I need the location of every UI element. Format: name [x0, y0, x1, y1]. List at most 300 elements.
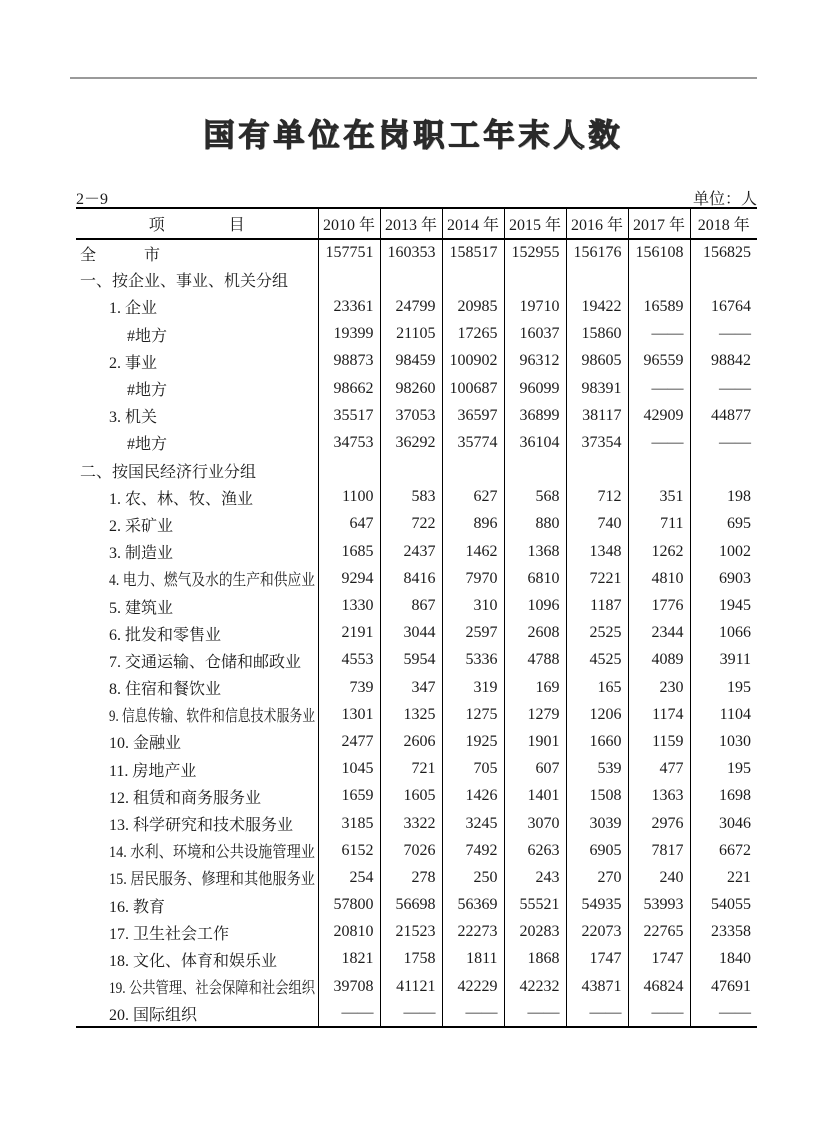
- value-cell: 20985: [442, 293, 504, 320]
- value-cell: 7221: [566, 565, 628, 592]
- table-body: [76, 239, 757, 1027]
- row-label: 9. 信息传输、软件和信息技术服务业: [109, 708, 316, 726]
- table-row: [76, 375, 757, 402]
- value-cell: 351: [628, 484, 690, 511]
- value-cell: 4525: [566, 647, 628, 674]
- value-cell: 1945: [719, 597, 751, 615]
- value-cell: 42229: [442, 973, 504, 1000]
- year-column-header: 2010 年: [318, 208, 380, 239]
- value-cell: 19422: [566, 293, 628, 320]
- row-label-cell: [76, 728, 318, 755]
- table-row: [76, 674, 757, 701]
- value-cell: 1840: [719, 950, 751, 968]
- value-cell: 230: [628, 674, 690, 701]
- value-cell: 2437: [380, 538, 442, 565]
- value-cell: 16764: [711, 297, 751, 315]
- value-cell: 1206: [566, 701, 628, 728]
- row-label: 13. 科学研究和技术服务业: [109, 817, 294, 835]
- value-cell: 22073: [566, 919, 628, 946]
- row-label-cell: [76, 864, 318, 891]
- row-label-cell: [76, 484, 318, 511]
- value-cell: [504, 266, 566, 293]
- value-cell: [504, 457, 566, 484]
- value-cell: 270: [566, 864, 628, 891]
- value-cell: 695: [727, 515, 751, 533]
- value-cell: 2344: [628, 620, 690, 647]
- value-cell: ——: [628, 375, 690, 402]
- row-label-cell: [76, 892, 318, 919]
- value-cell: 740: [566, 511, 628, 538]
- unit-label: 单位：人: [692, 191, 757, 208]
- item-column-header: 项 目: [76, 208, 318, 239]
- row-label: 1. 企业: [109, 300, 158, 318]
- value-cell: 1685: [318, 538, 380, 565]
- value-cell: 3046: [719, 814, 751, 832]
- table-row: [76, 511, 757, 538]
- value-cell: 4553: [318, 647, 380, 674]
- value-cell: 2976: [628, 810, 690, 837]
- row-label-cell: [76, 701, 318, 728]
- value-cell: ——: [628, 321, 690, 348]
- value-cell: 39708: [318, 973, 380, 1000]
- value-cell: 47691: [711, 977, 751, 995]
- value-cell: 100902: [442, 348, 504, 375]
- value-cell: 1330: [318, 592, 380, 619]
- table-row: [76, 1000, 757, 1027]
- value-cell: 158517: [442, 239, 504, 266]
- value-cell: [566, 457, 628, 484]
- row-label-cell: [76, 1000, 318, 1027]
- value-cell: 7492: [442, 837, 504, 864]
- value-cell: 21523: [380, 919, 442, 946]
- value-cell: 1174: [628, 701, 690, 728]
- value-cell: 1045: [318, 756, 380, 783]
- value-cell: 705: [442, 756, 504, 783]
- table-row: [76, 973, 757, 1000]
- value-cell: 96312: [504, 348, 566, 375]
- row-label: 全 市: [80, 246, 161, 264]
- value-cell: 1104: [719, 705, 751, 723]
- value-cell: 152955: [504, 239, 566, 266]
- row-label: 2. 事业: [109, 354, 158, 372]
- row-label-cell: [76, 321, 318, 348]
- value-cell: 4788: [504, 647, 566, 674]
- value-cell: 3044: [380, 620, 442, 647]
- value-cell: 20283: [504, 919, 566, 946]
- value-cell: [442, 266, 504, 293]
- value-cell: ——: [442, 1000, 504, 1027]
- row-label: 14. 水利、环境和公共设施管理业: [109, 844, 316, 862]
- value-cell: 607: [504, 756, 566, 783]
- value-cell: 1747: [566, 946, 628, 973]
- value-cell: 1363: [628, 783, 690, 810]
- year-column-header: 2016 年: [566, 208, 628, 239]
- value-cell: 165: [566, 674, 628, 701]
- value-cell: 722: [380, 511, 442, 538]
- row-label: 一、按企业、事业、机关分组: [80, 273, 289, 291]
- value-cell: [690, 457, 757, 484]
- row-label: 1. 农、林、牧、渔业: [109, 490, 254, 508]
- value-cell: 1660: [566, 728, 628, 755]
- row-label-cell: [76, 538, 318, 565]
- value-cell: 1868: [504, 946, 566, 973]
- value-cell: 1698: [719, 787, 751, 805]
- table-row: [76, 783, 757, 810]
- table-row: [76, 429, 757, 456]
- value-cell: 712: [566, 484, 628, 511]
- value-cell: ——: [719, 379, 751, 397]
- value-cell: [566, 266, 628, 293]
- value-cell: 1758: [380, 946, 442, 973]
- value-cell: 6672: [719, 841, 751, 859]
- value-cell: 1901: [504, 728, 566, 755]
- value-cell: 7026: [380, 837, 442, 864]
- row-label: 11. 房地产业: [109, 762, 197, 780]
- row-label: 3. 制造业: [109, 545, 174, 563]
- value-cell: 23358: [711, 923, 751, 941]
- value-cell: 6263: [504, 837, 566, 864]
- row-label-cell: [76, 511, 318, 538]
- value-cell: 156176: [566, 239, 628, 266]
- row-label-cell: [76, 810, 318, 837]
- page-title: 国有单位在岗职工年末人数: [203, 118, 624, 153]
- value-cell: 1401: [504, 783, 566, 810]
- value-cell: [318, 266, 380, 293]
- value-cell: 1066: [719, 624, 751, 642]
- value-cell: 1030: [719, 732, 751, 750]
- value-cell: 53993: [628, 892, 690, 919]
- value-cell: 100687: [442, 375, 504, 402]
- value-cell: 7970: [442, 565, 504, 592]
- value-cell: 1096: [504, 592, 566, 619]
- value-cell: 156108: [628, 239, 690, 266]
- row-label: #地方: [127, 436, 168, 454]
- value-cell: 36292: [380, 429, 442, 456]
- value-cell: 160353: [380, 239, 442, 266]
- table-row: [76, 592, 757, 619]
- value-cell: 1747: [628, 946, 690, 973]
- value-cell: 15860: [566, 321, 628, 348]
- value-cell: 6903: [719, 569, 751, 587]
- value-cell: 1462: [442, 538, 504, 565]
- row-label: 5. 建筑业: [109, 599, 174, 617]
- value-cell: 1301: [318, 701, 380, 728]
- table-row: [76, 239, 757, 266]
- table-row: [76, 538, 757, 565]
- table-row: [76, 293, 757, 320]
- value-cell: 221: [727, 868, 751, 886]
- value-cell: 23361: [318, 293, 380, 320]
- row-label-cell: [76, 266, 318, 293]
- row-label: 二、按国民经济行业分组: [80, 463, 257, 481]
- value-cell: 98842: [711, 352, 751, 370]
- table-row: [76, 919, 757, 946]
- value-cell: 37053: [380, 402, 442, 429]
- row-label: 12. 租赁和商务服务业: [109, 789, 262, 807]
- value-cell: 46824: [628, 973, 690, 1000]
- table-row: [76, 864, 757, 891]
- value-cell: 54935: [566, 892, 628, 919]
- value-cell: 6810: [504, 565, 566, 592]
- value-cell: 98260: [380, 375, 442, 402]
- value-cell: ——: [719, 1004, 751, 1022]
- row-label-cell: [76, 647, 318, 674]
- value-cell: 1776: [628, 592, 690, 619]
- value-cell: 2597: [442, 620, 504, 647]
- value-cell: 38117: [566, 402, 628, 429]
- value-cell: [318, 457, 380, 484]
- value-cell: ——: [628, 1000, 690, 1027]
- year-column-header: 2013 年: [380, 208, 442, 239]
- table-row: [76, 620, 757, 647]
- year-column-header: 2018 年: [697, 217, 750, 234]
- value-cell: 627: [442, 484, 504, 511]
- row-label-cell: [76, 565, 318, 592]
- value-cell: 310: [442, 592, 504, 619]
- value-cell: 22765: [628, 919, 690, 946]
- value-cell: ——: [719, 433, 751, 451]
- value-cell: 1325: [380, 701, 442, 728]
- top-divider-rule: [70, 77, 757, 79]
- value-cell: 880: [504, 511, 566, 538]
- table-row: [76, 484, 757, 511]
- value-cell: 98459: [380, 348, 442, 375]
- row-label: 6. 批发和零售业: [109, 626, 222, 644]
- value-cell: 96099: [504, 375, 566, 402]
- value-cell: 347: [380, 674, 442, 701]
- value-cell: 54055: [711, 896, 751, 914]
- value-cell: 739: [318, 674, 380, 701]
- row-label-cell: [76, 973, 318, 1000]
- row-label: 20. 国际组织: [109, 1006, 198, 1024]
- value-cell: ——: [566, 1000, 628, 1027]
- table-row: [76, 946, 757, 973]
- row-label: 7. 交通运输、仓储和邮政业: [109, 653, 302, 671]
- value-cell: [442, 457, 504, 484]
- value-cell: 278: [380, 864, 442, 891]
- value-cell: 583: [380, 484, 442, 511]
- value-cell: ——: [380, 1000, 442, 1027]
- year-column-header: 2014 年: [442, 208, 504, 239]
- value-cell: 16589: [628, 293, 690, 320]
- value-cell: 4810: [628, 565, 690, 592]
- table-row: [76, 321, 757, 348]
- value-cell: 36104: [504, 429, 566, 456]
- table-row: [76, 402, 757, 429]
- value-cell: [628, 457, 690, 484]
- value-cell: 5954: [380, 647, 442, 674]
- value-cell: 1159: [628, 728, 690, 755]
- row-label-cell: [76, 837, 318, 864]
- value-cell: [380, 266, 442, 293]
- row-label: 4. 电力、燃气及水的生产和供应业: [109, 572, 315, 590]
- value-cell: 2191: [318, 620, 380, 647]
- table-row: [76, 810, 757, 837]
- row-label-cell: [76, 756, 318, 783]
- value-cell: 9294: [318, 565, 380, 592]
- value-cell: 17265: [442, 321, 504, 348]
- value-cell: 1002: [719, 542, 751, 560]
- row-label: 2. 采矿业: [109, 517, 174, 535]
- row-label-cell: [76, 402, 318, 429]
- value-cell: 647: [318, 511, 380, 538]
- value-cell: 169: [504, 674, 566, 701]
- value-cell: [628, 266, 690, 293]
- value-cell: 477: [628, 756, 690, 783]
- table-row: [76, 892, 757, 919]
- value-cell: 19710: [504, 293, 566, 320]
- value-cell: 35517: [318, 402, 380, 429]
- value-cell: 254: [318, 864, 380, 891]
- table-meta-row: [76, 186, 757, 209]
- value-cell: 2477: [318, 728, 380, 755]
- row-label: #地方: [127, 382, 168, 400]
- row-label-cell: [76, 348, 318, 375]
- row-label-cell: [76, 592, 318, 619]
- value-cell: 243: [504, 864, 566, 891]
- value-cell: 5336: [442, 647, 504, 674]
- table-row: [76, 756, 757, 783]
- value-cell: 2608: [504, 620, 566, 647]
- value-cell: 36597: [442, 402, 504, 429]
- value-cell: 3322: [380, 810, 442, 837]
- value-cell: ——: [318, 1000, 380, 1027]
- value-cell: 1811: [442, 946, 504, 973]
- table-row: [76, 457, 757, 484]
- value-cell: 8416: [380, 565, 442, 592]
- row-label-cell: [76, 946, 318, 973]
- value-cell: 22273: [442, 919, 504, 946]
- value-cell: 16037: [504, 321, 566, 348]
- value-cell: 1368: [504, 538, 566, 565]
- value-cell: 19399: [318, 321, 380, 348]
- value-cell: 157751: [318, 239, 380, 266]
- value-cell: ——: [719, 325, 751, 343]
- value-cell: 20810: [318, 919, 380, 946]
- row-label-cell: [76, 620, 318, 647]
- value-cell: 1426: [442, 783, 504, 810]
- value-cell: 568: [504, 484, 566, 511]
- value-cell: 42232: [504, 973, 566, 1000]
- value-cell: ——: [628, 429, 690, 456]
- year-column-header: 2015 年: [504, 208, 566, 239]
- value-cell: 98662: [318, 375, 380, 402]
- value-cell: 1187: [566, 592, 628, 619]
- value-cell: 1605: [380, 783, 442, 810]
- value-cell: 24799: [380, 293, 442, 320]
- value-cell: 98873: [318, 348, 380, 375]
- value-cell: 1275: [442, 701, 504, 728]
- value-cell: [380, 457, 442, 484]
- value-cell: 1100: [318, 484, 380, 511]
- row-label: 16. 教育: [109, 898, 166, 916]
- value-cell: 3911: [719, 651, 751, 669]
- value-cell: 1348: [566, 538, 628, 565]
- value-cell: 4089: [628, 647, 690, 674]
- row-label: 15. 居民服务、修理和其他服务业: [109, 871, 316, 889]
- value-cell: 41121: [380, 973, 442, 1000]
- row-label: #地方: [127, 327, 168, 345]
- value-cell: 3039: [566, 810, 628, 837]
- value-cell: 240: [628, 864, 690, 891]
- value-cell: 56369: [442, 892, 504, 919]
- value-cell: 98605: [566, 348, 628, 375]
- value-cell: 42909: [628, 402, 690, 429]
- row-label-cell: [76, 239, 318, 266]
- row-label: 3. 机关: [109, 409, 158, 427]
- header-row: [76, 208, 757, 239]
- value-cell: 1262: [628, 538, 690, 565]
- value-cell: 6152: [318, 837, 380, 864]
- table-row: [76, 348, 757, 375]
- value-cell: 195: [727, 678, 751, 696]
- table-row: [76, 728, 757, 755]
- value-cell: 98391: [566, 375, 628, 402]
- value-cell: 37354: [566, 429, 628, 456]
- value-cell: 56698: [380, 892, 442, 919]
- value-cell: 319: [442, 674, 504, 701]
- row-label: 10. 金融业: [109, 735, 182, 753]
- row-label-cell: [76, 457, 318, 484]
- value-cell: 721: [380, 756, 442, 783]
- value-cell: 867: [380, 592, 442, 619]
- table-row: [76, 565, 757, 592]
- row-label: 19. 公共管理、社会保障和社会组织: [109, 980, 316, 998]
- value-cell: ——: [504, 1000, 566, 1027]
- row-label-cell: [76, 293, 318, 320]
- row-label-cell: [76, 375, 318, 402]
- value-cell: 539: [566, 756, 628, 783]
- value-cell: 1821: [318, 946, 380, 973]
- value-cell: 3070: [504, 810, 566, 837]
- row-label-cell: [76, 429, 318, 456]
- table-row: [76, 837, 757, 864]
- table-number: 2－9: [76, 191, 109, 208]
- value-cell: 1508: [566, 783, 628, 810]
- value-cell: 2606: [380, 728, 442, 755]
- value-cell: 3185: [318, 810, 380, 837]
- value-cell: 1659: [318, 783, 380, 810]
- row-label: 8. 住宿和餐饮业: [109, 681, 222, 699]
- value-cell: 21105: [380, 321, 442, 348]
- row-label: 18. 文化、体育和娱乐业: [109, 952, 278, 970]
- value-cell: 36899: [504, 402, 566, 429]
- value-cell: 711: [628, 511, 690, 538]
- value-cell: 198: [727, 488, 751, 506]
- value-cell: 43871: [566, 973, 628, 1000]
- year-column-header: 2017 年: [628, 208, 690, 239]
- value-cell: [690, 266, 757, 293]
- value-cell: 7817: [628, 837, 690, 864]
- value-cell: 34753: [318, 429, 380, 456]
- value-cell: 250: [442, 864, 504, 891]
- row-label-cell: [76, 783, 318, 810]
- value-cell: 55521: [504, 892, 566, 919]
- table-row: [76, 266, 757, 293]
- row-label-cell: [76, 919, 318, 946]
- value-cell: 1925: [442, 728, 504, 755]
- value-cell: 1279: [504, 701, 566, 728]
- value-cell: 44877: [711, 406, 751, 424]
- value-cell: 57800: [318, 892, 380, 919]
- value-cell: 2525: [566, 620, 628, 647]
- value-cell: 195: [727, 760, 751, 778]
- value-cell: 896: [442, 511, 504, 538]
- statistics-table: [76, 207, 757, 1028]
- table-row: [76, 701, 757, 728]
- value-cell: 96559: [628, 348, 690, 375]
- row-label-cell: [76, 674, 318, 701]
